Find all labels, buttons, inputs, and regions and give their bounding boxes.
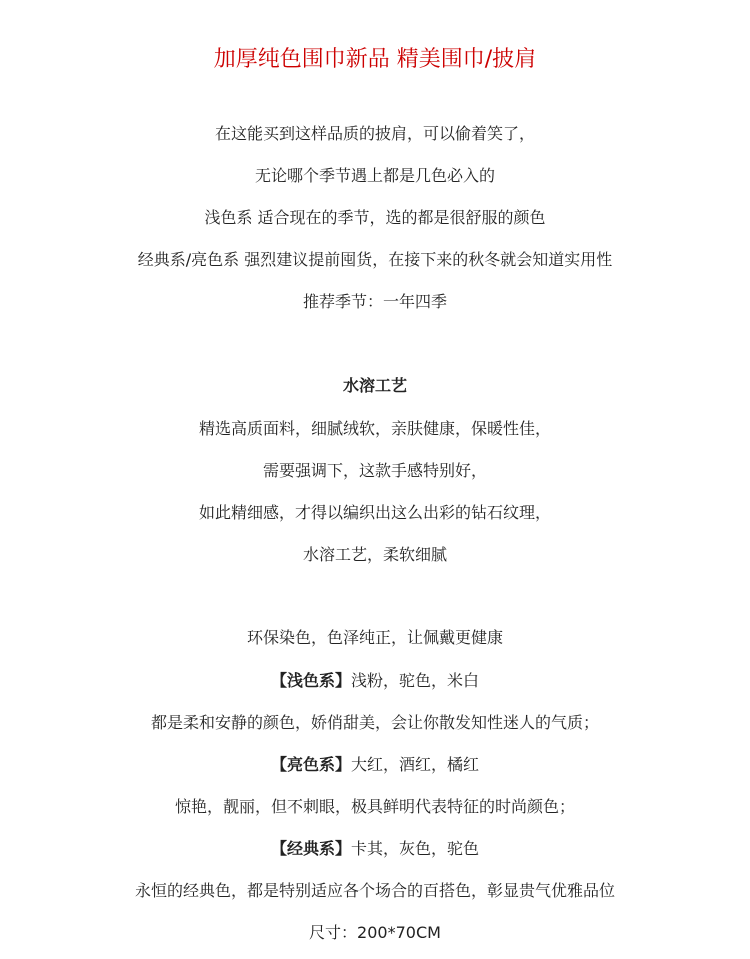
bright-series-description: 惊艳，靓丽，但不刺眼，极具鲜明代表特征的时尚颜色； bbox=[174, 797, 575, 816]
light-series-colors: 浅粉，驼色，米白 bbox=[351, 671, 480, 690]
classic-series-label: 【经典系】 bbox=[270, 839, 351, 858]
light-series-row bbox=[0, 670, 750, 692]
size-spec: 尺寸：200*70CM bbox=[309, 923, 441, 942]
bright-series-colors: 大红，酒红，橘红 bbox=[351, 755, 480, 774]
craft-line-1: 精选高质面料，细腻绒软，亲肤健康，保暖性佳， bbox=[198, 419, 551, 438]
bright-series-label: 【亮色系】 bbox=[270, 755, 351, 774]
page-title: 加厚纯色围巾新品 精美围巾/披肩 bbox=[213, 47, 537, 72]
classic-series-row bbox=[0, 838, 750, 860]
craft-line-4: 水溶工艺，柔软细腻 bbox=[302, 545, 447, 564]
recommended-season: 推荐季节：一年四季 bbox=[302, 292, 447, 311]
craft-heading: 水溶工艺 bbox=[342, 376, 407, 395]
classic-series-colors: 卡其，灰色，驼色 bbox=[351, 839, 480, 858]
light-series-label: 【浅色系】 bbox=[270, 671, 351, 690]
classic-series-description: 永恒的经典色，都是特别适应各个场合的百搭色，彰显贵气优雅品位 bbox=[134, 881, 615, 900]
craft-line-3: 如此精细感，才得以编织出这么出彩的钻石纹理， bbox=[198, 503, 551, 522]
craft-line-2: 需要强调下，这款手感特别好， bbox=[262, 461, 487, 480]
intro-line-4: 经典系/亮色系 强烈建议提前囤货，在接下来的秋冬就会知道实用性 bbox=[137, 250, 613, 269]
intro-line-2: 无论哪个季节遇上都是几色必入的 bbox=[254, 166, 495, 185]
dye-intro: 环保染色，色泽纯正，让佩戴更健康 bbox=[246, 628, 503, 647]
bright-series-row bbox=[0, 754, 750, 776]
light-series-description: 都是柔和安静的颜色，娇俏甜美，会让你散发知性迷人的气质； bbox=[150, 713, 599, 732]
intro-line-3: 浅色系 适合现在的季节，选的都是很舒服的颜色 bbox=[204, 208, 546, 227]
intro-line-1: 在这能买到这样品质的披肩，可以偷着笑了， bbox=[214, 124, 535, 143]
